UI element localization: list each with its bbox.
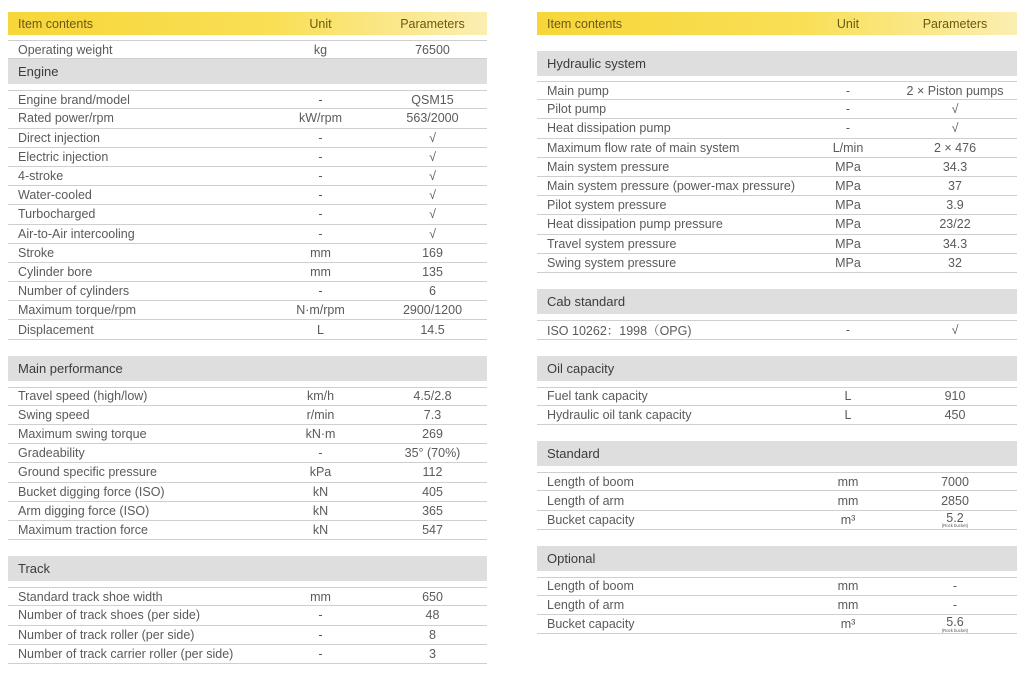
row-unit: mm <box>837 493 859 508</box>
row-value: √ <box>951 322 959 337</box>
row-value: 37 <box>948 179 962 194</box>
table-row <box>537 511 1017 530</box>
row-label: Ground specific pressure <box>18 465 157 480</box>
row-label: Heat dissipation pump <box>547 121 671 136</box>
table-row <box>537 158 1017 177</box>
row-value <box>893 511 1017 529</box>
table-row <box>8 444 487 463</box>
row-value: √ <box>951 102 959 117</box>
table-row <box>8 626 487 645</box>
header-unit: Unit <box>836 16 860 31</box>
row-unit: mm <box>837 598 859 613</box>
row-unit: L <box>844 389 852 404</box>
table-row <box>8 406 487 425</box>
table-row <box>8 387 487 406</box>
row-label: Number of cylinders <box>18 284 130 299</box>
row-label: Water-cooled <box>18 188 92 203</box>
table-row <box>8 645 487 664</box>
row-value: - <box>952 598 958 613</box>
row-unit: - <box>318 446 323 461</box>
row-unit: MPa <box>835 217 861 232</box>
row-label: Number of track carrier roller (per side) <box>18 646 234 661</box>
row-value: 32 <box>948 255 962 270</box>
row-label: Travel speed (high/low) <box>18 389 148 404</box>
row-value: 650 <box>422 589 443 604</box>
row-label: Engine brand/model <box>18 92 130 107</box>
table-row <box>537 215 1017 234</box>
row-label: Maximum traction force <box>18 523 148 538</box>
row-label: Bucket capacity <box>547 617 635 632</box>
row-unit: - <box>318 149 323 164</box>
section-optional: Optional <box>537 546 1017 571</box>
row-value: 7000 <box>941 474 969 489</box>
row-label: 4-stroke <box>18 169 64 184</box>
table-row <box>537 387 1017 406</box>
section-track: Track <box>8 556 487 581</box>
row-unit: mm <box>837 474 859 489</box>
row-label: Air-to-Air intercooling <box>18 226 135 241</box>
row-unit: L <box>317 322 324 337</box>
row-value: 7.3 <box>423 407 442 422</box>
section-main-performance: Main performance <box>8 356 487 381</box>
table-row <box>537 100 1017 119</box>
row-label: Standard track shoe width <box>18 589 163 604</box>
row-label: Length of boom <box>547 579 634 594</box>
row-label: Fuel tank capacity <box>547 389 648 404</box>
row-value: √ <box>429 188 436 203</box>
table-row <box>8 320 487 339</box>
row-value: 35° (70%) <box>404 446 461 461</box>
bucket-capacity-value: 5.2 <box>946 510 964 525</box>
table-row <box>8 148 487 167</box>
row-label: Length of arm <box>547 493 625 508</box>
row-label: Arm digging force (ISO) <box>18 503 150 518</box>
row-label: Main system pressure <box>547 159 670 174</box>
row-unit: - <box>845 322 851 337</box>
row-value: 169 <box>422 245 443 260</box>
row-value: 23/22 <box>939 217 971 232</box>
row-unit: - <box>318 627 323 642</box>
row-label: Electric injection <box>18 149 109 164</box>
table-header <box>8 12 487 35</box>
row-label: Gradeability <box>18 446 85 461</box>
row-label: Swing system pressure <box>547 255 677 270</box>
row-unit: - <box>318 92 323 107</box>
row-value: 563/2000 <box>406 111 459 126</box>
header-item: Item contents <box>18 16 94 31</box>
table-header <box>537 12 1017 35</box>
row-unit: m³ <box>840 617 856 632</box>
table-row <box>8 109 487 128</box>
row-value: - <box>952 579 958 594</box>
row-value: 2 × 476 <box>933 140 977 155</box>
table-row <box>8 587 487 606</box>
bucket-capacity-value: 5.6 <box>946 615 964 630</box>
row-value: 135 <box>422 264 443 279</box>
row-unit: - <box>845 102 851 117</box>
table-row <box>8 521 487 540</box>
section-cab-standard: Cab standard <box>537 289 1017 314</box>
table-row <box>8 244 487 263</box>
row-value: √ <box>429 169 436 184</box>
table-row <box>8 225 487 244</box>
row-unit: kN·m <box>305 427 336 442</box>
row-value: 3.9 <box>946 198 964 213</box>
table-row <box>537 596 1017 615</box>
row-value: √ <box>429 207 436 222</box>
row-unit: kN <box>312 523 329 538</box>
table-row <box>537 491 1017 510</box>
row-unit: - <box>318 284 323 299</box>
row-unit: MPa <box>835 198 861 213</box>
row-value: 547 <box>422 523 443 538</box>
table-row <box>8 301 487 320</box>
row-label: Stroke <box>18 245 55 260</box>
row-label: Displacement <box>18 322 94 337</box>
row-unit: - <box>845 83 851 98</box>
row-unit: kN <box>312 503 329 518</box>
row-value: 450 <box>944 408 966 423</box>
section-hydraulic-system: Hydraulic system <box>537 51 1017 76</box>
row-label: Travel system pressure <box>547 236 677 251</box>
row-value: 8 <box>429 627 436 642</box>
table-row <box>537 81 1017 100</box>
row-value: 365 <box>422 503 443 518</box>
row-value: 34.3 <box>942 236 968 251</box>
row-value: 4.5/2.8 <box>413 389 452 404</box>
row-value: 76500 <box>415 42 450 57</box>
row-value: √ <box>429 226 436 241</box>
row-unit: - <box>318 646 323 661</box>
table-row <box>8 502 487 521</box>
section-oil-capacity: Oil capacity <box>537 356 1017 381</box>
row-unit: - <box>318 226 323 241</box>
header-item: Item contents <box>547 16 623 31</box>
row-value: 405 <box>422 484 443 499</box>
row-label: Main system pressure (power-max pressure) <box>547 179 795 194</box>
row-value: 2 × Piston pumps <box>906 83 1004 98</box>
table-row <box>537 406 1017 425</box>
row-unit: mm <box>310 245 331 260</box>
row-unit: kPa <box>309 465 332 480</box>
row-value: 14.5 <box>420 322 445 337</box>
row-label: Maximum flow rate of main system <box>547 140 740 155</box>
row-value: √ <box>429 130 436 145</box>
header-params: Parameters <box>922 16 988 31</box>
row-value: 34.3 <box>942 159 968 174</box>
row-label: Direct injection <box>18 130 100 145</box>
row-unit: r/min <box>306 407 335 422</box>
table-row <box>8 205 487 224</box>
right-spec-column <box>537 12 1017 634</box>
row-unit: MPa <box>835 159 861 174</box>
row-label: ISO 10262：1998（OPG) <box>547 323 692 338</box>
row-label: Maximum torque/rpm <box>18 303 137 318</box>
table-row <box>8 282 487 301</box>
row-value: 2850 <box>941 493 969 508</box>
table-row <box>537 320 1017 340</box>
row-label: Rated power/rpm <box>18 111 114 126</box>
row-unit: - <box>318 130 323 145</box>
row-label: Hydraulic oil tank capacity <box>547 408 692 423</box>
table-row <box>537 119 1017 138</box>
table-row <box>8 90 487 109</box>
row-label: Maximum swing torque <box>18 427 147 442</box>
bucket-type-note: (Rock bucket) <box>941 523 969 529</box>
row-unit: L/min <box>832 140 864 155</box>
row-unit: MPa <box>835 179 861 194</box>
table-row <box>8 425 487 444</box>
row-label: Main pump <box>547 83 609 98</box>
row-unit: MPa <box>835 236 861 251</box>
table-row <box>8 263 487 282</box>
left-spec-column <box>8 12 487 664</box>
header-params: Parameters <box>400 16 465 31</box>
row-unit: - <box>318 188 323 203</box>
table-row <box>8 606 487 625</box>
header-unit: Unit <box>309 16 332 31</box>
row-label: Length of boom <box>547 474 634 489</box>
row-unit: m³ <box>840 512 856 527</box>
row-unit: L <box>844 408 852 423</box>
table-row <box>8 167 487 186</box>
section-engine: Engine <box>8 59 487 84</box>
row-unit: MPa <box>835 255 861 270</box>
row-value: 2900/1200 <box>402 303 463 318</box>
row-unit: kN <box>312 484 329 499</box>
row-unit: N·m/rpm <box>296 303 345 318</box>
row-label: Cylinder bore <box>18 264 93 279</box>
table-row <box>8 186 487 205</box>
table-row <box>537 177 1017 196</box>
row-label: Number of track roller (per side) <box>18 627 195 642</box>
row-unit: mm <box>310 589 331 604</box>
section-standard: Standard <box>537 441 1017 466</box>
row-unit: km/h <box>306 389 335 404</box>
row-label: Length of arm <box>547 598 625 613</box>
row-value: 112 <box>422 465 443 480</box>
table-row <box>537 577 1017 596</box>
row-value: 910 <box>944 389 966 404</box>
table-row <box>537 615 1017 634</box>
row-value: √ <box>429 149 436 164</box>
row-label: Turbocharged <box>18 207 96 222</box>
row-value: √ <box>951 121 959 136</box>
row-unit: - <box>318 608 323 623</box>
table-row <box>537 196 1017 215</box>
row-label: Bucket capacity <box>547 512 635 527</box>
row-value: 269 <box>422 427 443 442</box>
table-row <box>537 472 1017 491</box>
row-unit: kg <box>313 42 328 57</box>
row-unit: mm <box>837 579 859 594</box>
row-label: Pilot system pressure <box>547 198 667 213</box>
row-unit: mm <box>310 264 331 279</box>
row-value: 48 <box>425 608 440 623</box>
table-row <box>8 483 487 502</box>
bucket-type-note: (Rock bucket) <box>941 627 969 633</box>
row-label: Operating weight <box>18 42 113 57</box>
row-label: Number of track shoes (per side) <box>18 608 201 623</box>
table-row <box>8 129 487 148</box>
row-label: Bucket digging force (ISO) <box>18 484 165 499</box>
row-value: 6 <box>429 284 436 299</box>
row-unit: kW/rpm <box>298 111 343 126</box>
row-value <box>893 615 1017 633</box>
row-unit: - <box>318 207 323 222</box>
row-unit: - <box>845 121 851 136</box>
table-row <box>537 139 1017 158</box>
row-unit: - <box>318 169 323 184</box>
row-value: QSM15 <box>411 92 454 107</box>
row-label: Pilot pump <box>547 102 607 117</box>
row-label: Heat dissipation pump pressure <box>547 217 723 232</box>
row-value: 3 <box>429 646 436 661</box>
row-label: Swing speed <box>18 407 90 422</box>
table-row <box>537 254 1017 273</box>
table-row <box>537 235 1017 254</box>
table-row <box>8 463 487 482</box>
table-row <box>8 40 487 59</box>
